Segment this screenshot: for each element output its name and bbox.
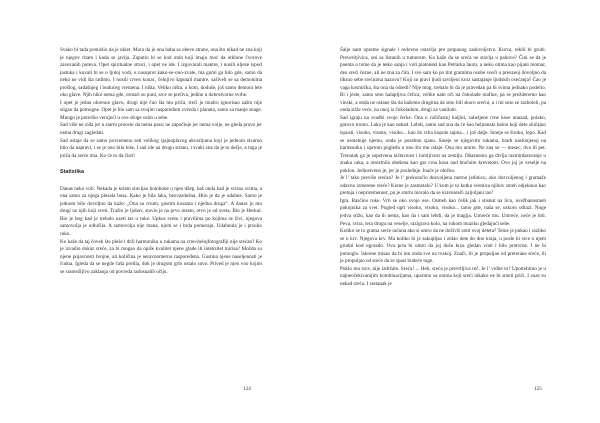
paragraph: Sad više ne zida jer u startu proceni da nema para; ne započinje jer nema volje, ne gleda pravo jer nema drugi zagledati.	[60, 122, 262, 137]
paragraph: Koliko se to grama sreće računa ako si umro da ne doživiš smrt svoj deteta? Teme je pukao i razliko se u krv. Njegova krv. Ma koliko bi je sakupljao i zidao dete do dno kraja, u posle bi srce u njem grudni kod ugorado. Ova pcta bi umro da joj dušu kroz gledan vrati i bilo protvrne. I ne bi pomoglo. Iskrene misao da bi mu onda sve na tvakoj. Znači, ili je propuljao od preterane sreće, ili je propuljao od sreće da se spasi budeće tuge.	[340, 228, 546, 265]
paragraph: I opet je jedan okrenuo glavu, drugi nije čuo šta mu priča, treći je mudro ignorisao zašto nije stigao da pomogne. Opet je bio sam sa svojim rasporedom zvezda i planeta, samo sa manje snage. Mnogo je potrošio verujući u ove druge osim u sebe.	[60, 99, 262, 121]
paragraph: Je l’ tako previše srećan? Je l’ prekoračio dozvoljenu mernu jedinicu, oko dozvoljenog i gramaže odavno izmerene sreće? Kome je zasmetalo? U kom je to kutku svemira njihov smeh odjeknuo kao pretnja i nepriremenost, pa je smrtu moralo da se uravnoteži zaljuljani tas?	[340, 175, 546, 197]
left-page-text	[60, 47, 262, 276]
right-page	[300, 0, 600, 423]
paragraph: Danas neko voli. Nekada je kriem stavljao bombone u njen džep, baš onda kad je svirao svima, a ona samo za njega plesala bosa. Kako je bila laka, bezvazdušna. Htio je da je udahne. Samo je jednom bilo dovoljno da kaže: „Ona sa crnim, gustim kosama i njedna druga“. A danas ju mu drugi uz njih koji sveti. Tražio je ljubav, stavio je na prvo mesto, otvo je od sveta. Bio je Herkul. Bio je bog kad je trebalo uzeti tas u ruke. Upkos svetu i pravilima po kojima se živi, njegova samovolja je odlučila. A samovolja nije mana, njom se i brda pomeraju. Udahnula je i prsulio ruku.	[60, 185, 262, 238]
paragraph: Šalje nam opreme signale i redovno ostavlja pre potpunog zadovoljstva. Kurva, reklii bi grubi. Preveritjivica, oni sa listanih u tumorom. Ko kaže da se sreća ne stavlja u pahove? Čini se da je poenta u tome da je neko sanja i voli platonski kao Petrarka lauru, a neko otima kao pijani momar, deo sreći čezne, ali ne zna za čim. I sve sam ko po tim gramima osobe sveči u preuzeoj dovoljno da liksno sebe srećnima nazovu? Koji su pravi ljudi saviljeni kroz sastajanje ljudskih osećanja? Ćao je vaga kosmička, šta ona da odredi? Nije mog. trebalo bi da je pravedan pa bi svima jednako podelio. Bi i jeste, samo smo halapljiva ćelica, velike nam oči na čokolade mafine, pa se prežderemo kao vinski, a onda ne ostane šta da kažemo drugima da smo bili skoro srećni, a i mi smo se razboleli, pa onda stiže veće, na onoj iz čokoladom, drugi za vanilom.	[340, 47, 546, 114]
right-page-text	[340, 47, 546, 289]
paragraph: Ko kaže da taj čovek što pleše i drži harmoniku u rukama na crno-belojfotografiji nije srećan? Ko je izvadio dokaz srećе, za bi mogao da opiše kvalitet njene glade ili intenzitet mirisa? Možda su njene pojavnosti brojne, ali količina je neravnomerno raspoređena. Gustina njene naseljenosti je čudna. Igleda da se negde čaša prelila, dok je drugom grlo ostalo suvo. Prived je njen voo kojim se sramežljivo zaklanja od povreda radosnalih očiju.	[60, 238, 262, 275]
paragraph: Igra. Rasčino ruke. Vrti se oko svoje ose. Osmeh kao čelik jak i stisnut na licu, uvežbanosmeh pokojnika za svet. Pogled uprt visoko, visoko, visoko... tamo gde, naša se, uskoro odlazi. Noge jedva stižu, kao da ih nema, kao da i sam lebdi, da je magija. Umreće mu. Umreće, neće je biti. Peva, svira, tera drugu na veselje, razigrava kolo, na rukom muziku gledajući sebe.	[340, 197, 546, 227]
page-number: 124	[243, 386, 251, 392]
section-heading: Statistika	[60, 169, 84, 176]
paragraph: Svako bi tada pomislio da je uklet. Mora da je ona baba sa obeve strane, ona što nikad ne zna koji je njegov ritam i kada se javlja. Zaputio bi se kod onih koji imaju moć da otklone čvorove zavezanih puteva. Opet spiritualne struci, i opet ne ide. I izgovarali mantre, i nosili uljeze ispod jastuka i kuvali bi se u ljutoj vodi, u nasuprot kako-se-ono-zvale, ma gumi ga bilo gde, samo da neko ne vidi šta radimo. I nosili crven konac, čelnjivo šaputali mantre, sašiveli se sa demonima prošlog, sadašnjeg i budućeg vremena. I ništa. Veliko ništa, u kom, doduše, još samo demoni lete oko glave. Njih niko nema gde, ormari su puni, srce se preliva, jedino u dobrotvorne svrhe.	[60, 47, 262, 99]
paragraph: Sad ostaje da se samo povremeno seti velikog sjajnoplavog akvarijuma koji je jednom stvarno htio da napravi, i se je ono bila loše. I sad ide na drugu stranu, i svaki zna da je to dečje, a tuga je priča da sreće ima. Ko će to da čisti!	[60, 137, 262, 159]
page-number: 125	[534, 386, 542, 392]
paragraph: Puklo mu srce, nije izdržalo. Sreća! ... Heh, sreća je prevrtljiva reč. Je l’ vidite to? Upotrebimo je u najneočekivanijim kombinacijama, uparimo sa onima koji sreći nikako ne bi smeli prići. I suze su nekad sreća. I rastanak je	[340, 265, 546, 287]
paragraph: Sad igraju na svadbi svoje čerke. Ona u ružičastoj haljini, zabeljene crne kose unazad, polako, gotovo tromo. Laka je kao nekad. Lebdi, samo sad zna da će kao heljumski balon koji dete slučajno ispusti, visoko, visoko, visoko... kao do vrha kupole sajma... i još dalje. Smeje se široko, lepo. Kad se osmehuje njemu, onda je posebno sjano. Smeje se njegovim rukama, bradi naslonjenoj na harmoniku i uprtom pogledu u ono što mu odaje. Ona mu umire. Ne zna se — mesec, dva ili pet. Trenutak ga je sopstvena ništavnost i lomljivost na zemlju. Obaznenio ga divlja razmirdaravanje u znaku raka, a otrezmila obešena kao gar crna kosa nad bračnim krevetom. Ovo joj je veselje na poklon. Jedinstveno je, jer je poslednje. Inače je obično.	[340, 114, 546, 174]
